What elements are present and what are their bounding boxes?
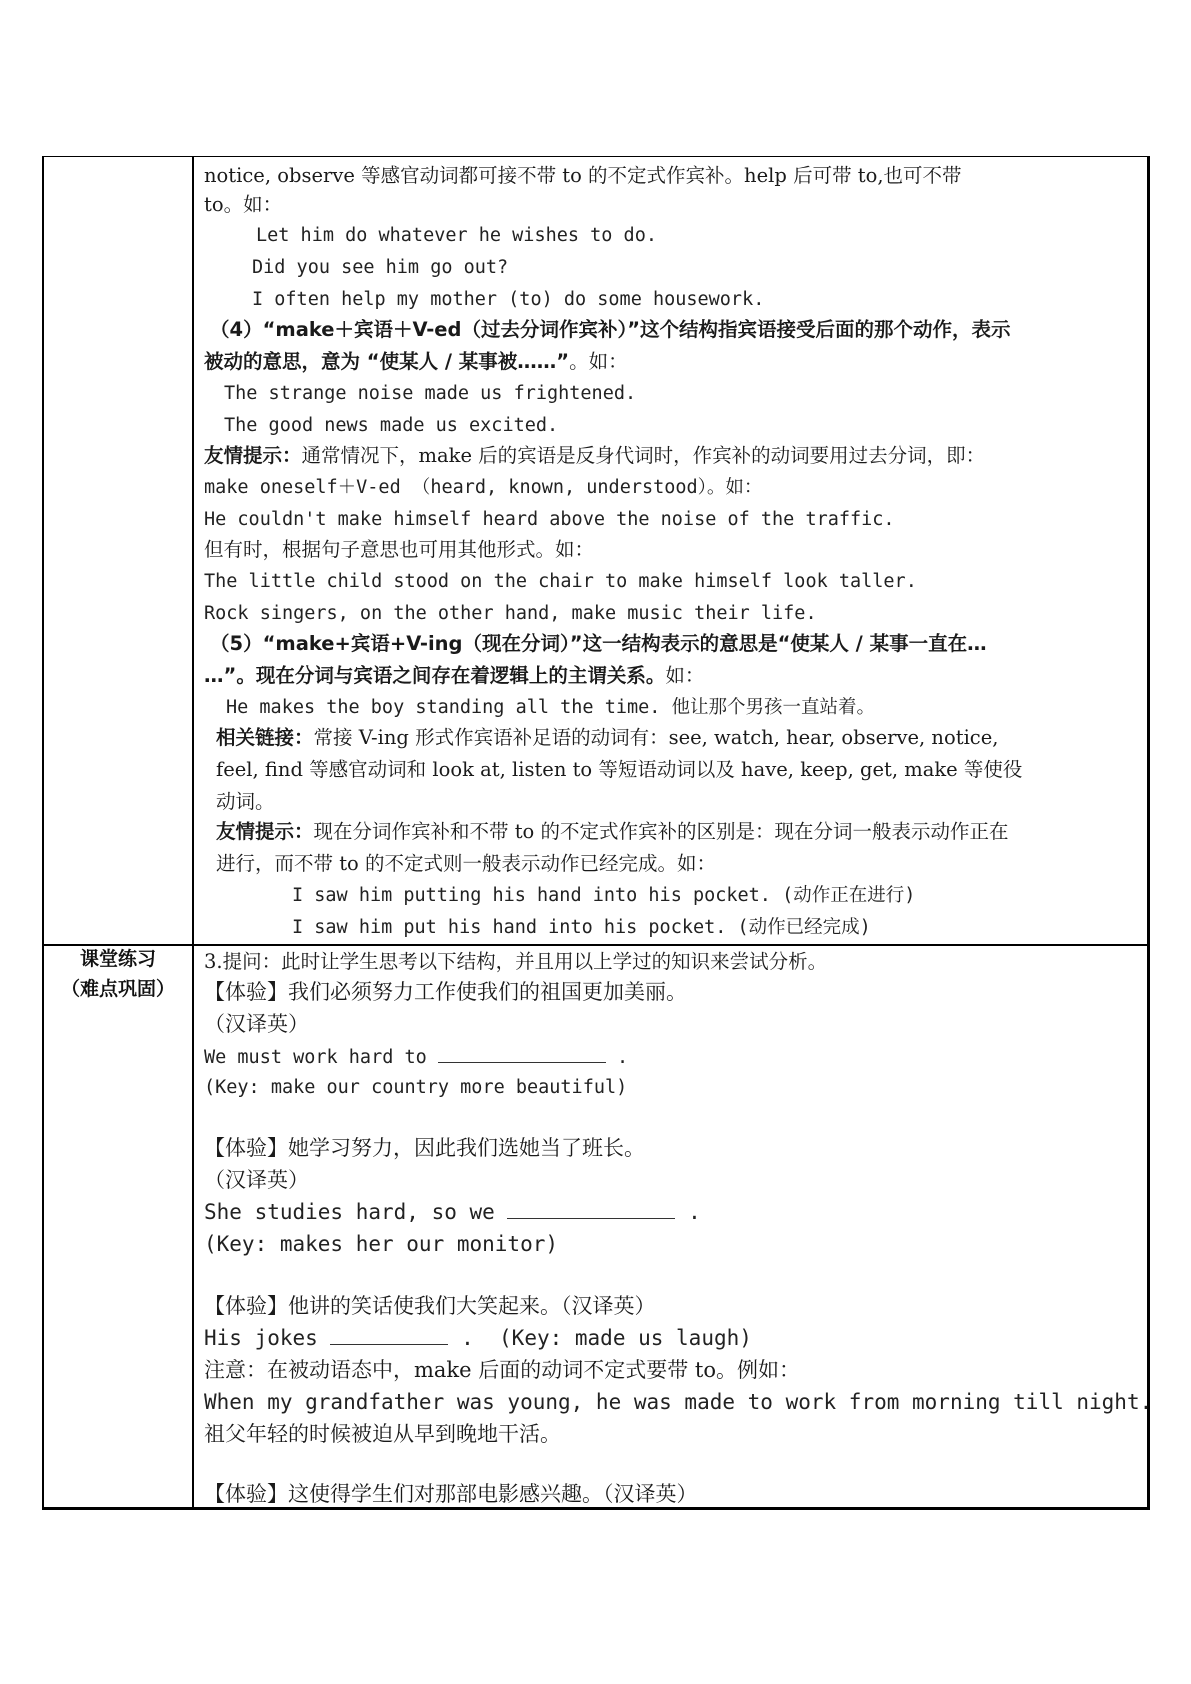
text-line: to。如： bbox=[204, 193, 283, 216]
exercise-sentence bbox=[204, 1046, 628, 1070]
example-sentence: I saw him put his hand into his pocket. (动作已经完成) bbox=[292, 917, 871, 938]
rule-text: …”。现在分词与宾语之间存在着逻辑上的主谓关系。 bbox=[204, 664, 666, 687]
rule-tail: 如： bbox=[665, 664, 705, 687]
sentence-end: . bbox=[688, 1200, 701, 1224]
exercise-type: （汉译英） bbox=[204, 1012, 309, 1036]
exercise-prompt: 【体验】这使得学生们对那部电影感兴趣。（汉译英） bbox=[204, 1482, 698, 1506]
tip-text: 通常情况下，make 后的宾语是反身代词时，作宾补的动词要用过去分词，即： bbox=[301, 444, 986, 467]
question-line: 3.提问：此时让学生思考以下结构，并且用以上学过的知识来尝试分析。 bbox=[204, 950, 828, 973]
row-divider bbox=[42, 944, 1150, 946]
tip-text: 现在分词作宾补和不带 to 的不定式作宾补的区别是：现在分词一般表示动作正在 bbox=[313, 820, 1009, 843]
rule-heading: （5）“make+宾语+V-ing（现在分词）”这一结构表示的意思是“使某人 / 某事一直在… bbox=[210, 632, 987, 655]
exercise-prompt: 【体验】她学习努力，因此我们选她当了班长。 bbox=[204, 1136, 645, 1160]
example-sentence: The strange noise made us frightened. bbox=[224, 383, 637, 404]
note-line: 注意：在被动语态中，make 后面的动词不定式要带 to。例如： bbox=[204, 1358, 801, 1382]
text-line: notice, observe 等感官动词都可接不带 to 的不定式作宾补。help 后可带 to,也可不带 bbox=[204, 164, 962, 187]
example-sentence: I saw him putting his hand into his pocket. (动作正在进行) bbox=[292, 885, 916, 906]
example-sentence: The little child stood on the chair to make himself look taller. bbox=[204, 571, 917, 592]
tip-label: 友情提示： bbox=[216, 820, 314, 843]
exercise-prompt: 【体验】他讲的笑话使我们大笑起来。（汉译英） bbox=[204, 1294, 656, 1318]
text-line: 动词。 bbox=[216, 790, 275, 813]
rule-tail: 。如： bbox=[569, 350, 628, 373]
sentence-start: We must work hard to bbox=[204, 1047, 427, 1068]
tip-line bbox=[204, 444, 985, 468]
text-line: 进行，而不带 to 的不定式则一般表示动作已经完成。如： bbox=[216, 852, 716, 875]
answer-blank[interactable] bbox=[438, 1046, 606, 1063]
row-label-line1: 课堂练习 bbox=[79, 948, 156, 970]
rule-text: 被动的意思，意为 “使某人 / 某事被……” bbox=[204, 350, 570, 373]
link-label: 相关链接： bbox=[216, 726, 314, 749]
answer-key: . (Key: made us laugh) bbox=[461, 1326, 752, 1350]
example-sentence: Did you see him go out? bbox=[252, 257, 509, 278]
translation-line: 祖父年轻的时候被迫从早到晚地干活。 bbox=[204, 1422, 561, 1446]
text-line: 但有时，根据句子意思也可用其他形式。如： bbox=[204, 538, 595, 561]
link-text: 常接 V-ing 形式作宾语补足语的动词有：see, watch, hear, observe, notice, bbox=[313, 726, 999, 749]
example-sentence: The good news made us excited. bbox=[224, 415, 559, 436]
example-sentence: I often help my mother (to) do some housework. bbox=[252, 289, 765, 310]
example-sentence: He makes the boy standing all the time. 他让那个男孩一直站着。 bbox=[226, 697, 876, 718]
sentence-end: . bbox=[617, 1047, 629, 1068]
row-label-line2: （难点巩固） bbox=[60, 978, 175, 1000]
exercise-prompt: 【体验】我们必须努力工作使我们的祖国更加美丽。 bbox=[204, 980, 687, 1004]
link-line bbox=[216, 726, 998, 750]
rule-line bbox=[204, 350, 628, 374]
example-sentence: When my grandfather was young, he was made to work from morning till night. bbox=[204, 1390, 1153, 1414]
example-sentence: Rock singers, on the other hand, make music their life. bbox=[204, 603, 817, 624]
exercise-sentence bbox=[204, 1326, 752, 1350]
sentence-start: His jokes bbox=[204, 1326, 318, 1350]
exercise-sentence bbox=[204, 1200, 701, 1224]
answer-blank[interactable] bbox=[330, 1328, 448, 1345]
text-line: make oneself＋V-ed （heard, known, understood）。如： bbox=[204, 477, 763, 498]
text-line: feel, find 等感官动词和 look at, listen to 等短语动词以及 have, keep, get, make 等使役 bbox=[216, 758, 1023, 781]
example-sentence: Let him do whatever he wishes to do. bbox=[256, 225, 657, 246]
column-divider bbox=[192, 156, 194, 1510]
sentence-start: She studies hard, so we bbox=[204, 1200, 495, 1224]
answer-key: (Key: makes her our monitor) bbox=[204, 1232, 559, 1256]
tip-label: 友情提示： bbox=[204, 444, 302, 467]
exercise-type: （汉译英） bbox=[204, 1168, 309, 1192]
answer-blank[interactable] bbox=[507, 1202, 675, 1219]
rule-line bbox=[204, 664, 704, 688]
tip-line bbox=[216, 820, 1009, 844]
rule-heading: （4）“make＋宾语＋V-ed（过去分词作宾补）”这个结构指宾语接受后面的那个动作，表示 bbox=[210, 318, 1011, 341]
example-sentence: He couldn't make himself heard above the noise of the traffic. bbox=[204, 509, 895, 530]
answer-key: (Key: make our country more beautiful) bbox=[204, 1077, 628, 1098]
